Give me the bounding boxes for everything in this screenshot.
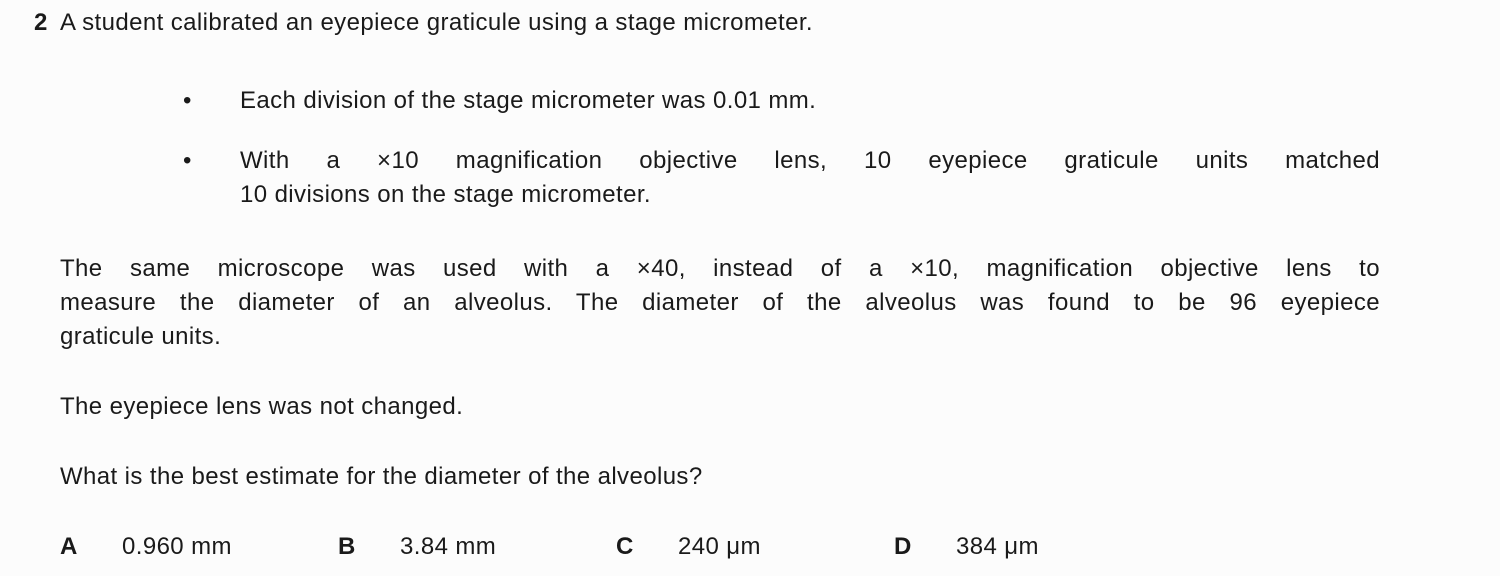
bullet-text-stage-micrometer: Each division of the stage micrometer was 0.01 mm. (240, 87, 817, 114)
bullet-icon: • (183, 87, 192, 114)
option-value-a: 0.960 mm (122, 533, 232, 560)
option-letter-b: B (338, 533, 356, 560)
question-block (0, 6, 1500, 564)
question-intro: A student calibrated an eyepiece graticule using a stage micrometer. (60, 9, 813, 36)
option-letter-d: D (894, 533, 912, 560)
answer-options (60, 530, 1380, 564)
bullet-item-magnification (183, 144, 1380, 212)
answer-option-c (616, 530, 894, 564)
paragraph-measurement: The same microscope was used with a ×40, instead of a ×10, magnification objective lens to measure the diameter of an alveolus. The diameter of the alveolus was found to be 96 eyepiece graticule units. (60, 255, 1380, 350)
bullet-text-magnification: With a ×10 magnification objective lens, 10 eyepiece graticule units matched 10 divisions on the stage micrometer. (240, 147, 1380, 208)
option-value-b: 3.84 mm (400, 533, 497, 560)
answer-option-b (338, 530, 616, 564)
question-body (60, 6, 1380, 564)
question-number: 2 (34, 9, 48, 36)
option-value-c: 240 μm (678, 533, 761, 560)
answer-option-d (894, 530, 1039, 564)
bullet-item-stage-micrometer (183, 84, 1380, 118)
bullet-list (60, 84, 1380, 212)
answer-option-a (60, 530, 338, 564)
question-prompt: What is the best estimate for the diameter of the alveolus? (60, 463, 703, 490)
paragraph-eyepiece: The eyepiece lens was not changed. (60, 393, 464, 420)
option-value-d: 384 μm (956, 533, 1039, 560)
option-letter-c: C (616, 533, 634, 560)
option-letter-a: A (60, 533, 78, 560)
bullet-icon: • (183, 147, 192, 174)
